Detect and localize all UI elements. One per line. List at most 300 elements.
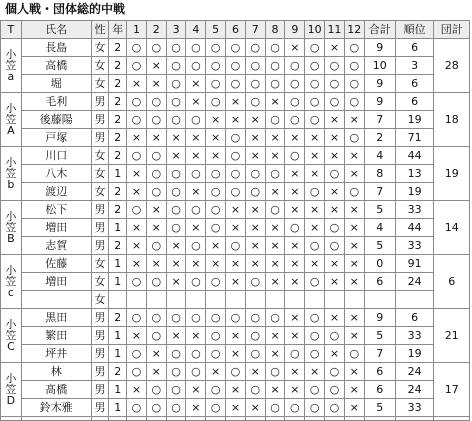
player-sex: 女 bbox=[91, 183, 109, 201]
team-label-char: 小 bbox=[5, 156, 17, 169]
round-result: ○ bbox=[166, 363, 186, 381]
round-result: × bbox=[265, 273, 285, 291]
player-sex: 女 bbox=[91, 57, 109, 75]
round-result: ○ bbox=[245, 165, 265, 183]
round-result: ○ bbox=[146, 399, 166, 417]
round-result: ○ bbox=[166, 381, 186, 399]
player-rank: 44 bbox=[395, 147, 434, 165]
empty-cell bbox=[1, 417, 22, 421]
header-rank: 順位 bbox=[395, 21, 434, 39]
header-round: 12 bbox=[344, 21, 364, 39]
round-result: ○ bbox=[305, 237, 325, 255]
round-result: × bbox=[325, 255, 345, 273]
round-result: × bbox=[206, 129, 226, 147]
round-result: ○ bbox=[226, 75, 246, 93]
round-result: ○ bbox=[186, 237, 206, 255]
round-result: ○ bbox=[186, 309, 206, 327]
player-rank: 24 bbox=[395, 363, 434, 381]
player-grade bbox=[109, 291, 127, 309]
round-result: × bbox=[265, 255, 285, 273]
round-result: ○ bbox=[166, 183, 186, 201]
player-rank: 71 bbox=[395, 129, 434, 147]
player-sex: 男 bbox=[91, 93, 109, 111]
team-label-char: A bbox=[7, 124, 15, 137]
player-grade: 2 bbox=[109, 129, 127, 147]
round-result: ○ bbox=[186, 363, 206, 381]
table-row bbox=[1, 237, 470, 255]
round-result: ○ bbox=[226, 363, 246, 381]
player-total: 2 bbox=[364, 129, 395, 147]
round-result: × bbox=[325, 309, 345, 327]
player-sex: 女 bbox=[91, 39, 109, 57]
table-row bbox=[1, 399, 470, 417]
round-result bbox=[245, 291, 265, 309]
round-result: × bbox=[285, 39, 305, 57]
round-result: ○ bbox=[285, 75, 305, 93]
player-sex: 男 bbox=[91, 327, 109, 345]
empty-cell bbox=[344, 417, 364, 421]
round-result: ○ bbox=[226, 165, 246, 183]
team-label-char: b bbox=[7, 178, 15, 191]
header-total: 合計 bbox=[364, 21, 395, 39]
round-result: ○ bbox=[226, 183, 246, 201]
round-result: ○ bbox=[245, 273, 265, 291]
round-result: × bbox=[127, 327, 147, 345]
round-result: ○ bbox=[344, 93, 364, 111]
team-label bbox=[1, 309, 22, 363]
player-grade: 2 bbox=[109, 237, 127, 255]
round-result: × bbox=[265, 219, 285, 237]
player-grade: 1 bbox=[109, 327, 127, 345]
round-result: × bbox=[344, 309, 364, 327]
table-row bbox=[1, 219, 470, 237]
round-result: × bbox=[265, 345, 285, 363]
round-result: ○ bbox=[245, 381, 265, 399]
round-result: × bbox=[166, 327, 186, 345]
round-result: × bbox=[186, 219, 206, 237]
round-result bbox=[186, 291, 206, 309]
empty-cell bbox=[186, 417, 206, 421]
header-round: 11 bbox=[325, 21, 345, 39]
team-label-char: 笠 bbox=[5, 275, 17, 288]
table-row bbox=[1, 93, 470, 111]
player-name bbox=[21, 291, 91, 309]
empty-cell bbox=[206, 417, 226, 421]
round-result: ○ bbox=[146, 183, 166, 201]
round-result: ○ bbox=[166, 39, 186, 57]
round-result: × bbox=[265, 93, 285, 111]
round-result: × bbox=[226, 201, 246, 219]
round-result: ○ bbox=[127, 111, 147, 129]
round-result bbox=[127, 291, 147, 309]
round-result: ○ bbox=[305, 327, 325, 345]
round-result: × bbox=[265, 129, 285, 147]
round-result: × bbox=[285, 183, 305, 201]
round-result: ○ bbox=[146, 381, 166, 399]
round-result: × bbox=[285, 273, 305, 291]
round-result bbox=[325, 291, 345, 309]
round-result: ○ bbox=[146, 147, 166, 165]
round-result: × bbox=[226, 399, 246, 417]
round-result: ○ bbox=[285, 399, 305, 417]
round-result: ○ bbox=[166, 309, 186, 327]
round-result: × bbox=[344, 111, 364, 129]
player-name: 八木 bbox=[21, 165, 91, 183]
round-result: × bbox=[265, 327, 285, 345]
header-round: 8 bbox=[265, 21, 285, 39]
player-name: 髙橋 bbox=[21, 381, 91, 399]
round-result: × bbox=[344, 255, 364, 273]
round-result: ○ bbox=[265, 111, 285, 129]
round-result: ○ bbox=[127, 201, 147, 219]
header-round: 2 bbox=[146, 21, 166, 39]
round-result: ○ bbox=[186, 201, 206, 219]
round-result: ○ bbox=[206, 165, 226, 183]
round-result: × bbox=[226, 273, 246, 291]
round-result: × bbox=[245, 129, 265, 147]
table-row bbox=[1, 345, 470, 363]
round-result: × bbox=[245, 255, 265, 273]
player-total: 5 bbox=[364, 399, 395, 417]
round-result: ○ bbox=[305, 57, 325, 75]
player-rank: 91 bbox=[395, 255, 434, 273]
round-result: × bbox=[146, 75, 166, 93]
team-label-char: 笠 bbox=[5, 329, 17, 342]
player-sex: 男 bbox=[91, 309, 109, 327]
team-label-char: D bbox=[6, 394, 16, 407]
round-result: × bbox=[285, 363, 305, 381]
round-result: × bbox=[305, 129, 325, 147]
player-total: 6 bbox=[364, 273, 395, 291]
round-result: ○ bbox=[206, 309, 226, 327]
round-result: × bbox=[146, 129, 166, 147]
round-result: ○ bbox=[186, 111, 206, 129]
round-result: ○ bbox=[166, 345, 186, 363]
header-round: 4 bbox=[186, 21, 206, 39]
team-label-char: a bbox=[7, 70, 15, 83]
round-result: ○ bbox=[344, 39, 364, 57]
round-result: × bbox=[226, 327, 246, 345]
round-result: × bbox=[186, 399, 206, 417]
player-sex: 女 bbox=[91, 147, 109, 165]
round-result: ○ bbox=[305, 93, 325, 111]
player-grade: 1 bbox=[109, 273, 127, 291]
round-result: ○ bbox=[305, 273, 325, 291]
empty-cell bbox=[434, 417, 470, 421]
round-result: ○ bbox=[186, 39, 206, 57]
player-total: 0 bbox=[364, 255, 395, 273]
round-result: × bbox=[226, 219, 246, 237]
empty-cell bbox=[265, 417, 285, 421]
table-row bbox=[1, 273, 470, 291]
empty-cell bbox=[166, 417, 186, 421]
round-result: ○ bbox=[127, 273, 147, 291]
round-result: ○ bbox=[146, 273, 166, 291]
player-total: 5 bbox=[364, 201, 395, 219]
round-result: × bbox=[226, 111, 246, 129]
player-rank: 24 bbox=[395, 381, 434, 399]
round-result: × bbox=[127, 237, 147, 255]
team-label bbox=[1, 201, 22, 255]
player-rank: 19 bbox=[395, 111, 434, 129]
table-row bbox=[1, 255, 470, 273]
round-result: ○ bbox=[206, 345, 226, 363]
header-team-total: 団計 bbox=[434, 21, 470, 39]
round-result: ○ bbox=[226, 147, 246, 165]
player-rank: 33 bbox=[395, 237, 434, 255]
round-result: × bbox=[127, 183, 147, 201]
header-round: 5 bbox=[206, 21, 226, 39]
player-sex: 女 bbox=[91, 255, 109, 273]
player-grade: 2 bbox=[109, 57, 127, 75]
round-result: × bbox=[166, 129, 186, 147]
round-result: × bbox=[146, 363, 166, 381]
round-result: × bbox=[344, 381, 364, 399]
team-label-char: 小 bbox=[5, 48, 17, 61]
table-row bbox=[1, 39, 470, 57]
player-grade: 2 bbox=[109, 111, 127, 129]
empty-cell bbox=[109, 417, 127, 421]
team-label-char: 小 bbox=[5, 102, 17, 115]
round-result: ○ bbox=[245, 93, 265, 111]
team-label-char: 小 bbox=[5, 318, 17, 331]
round-result: ○ bbox=[146, 237, 166, 255]
round-result: ○ bbox=[325, 363, 345, 381]
round-result: ○ bbox=[127, 93, 147, 111]
round-result: × bbox=[305, 219, 325, 237]
round-result: × bbox=[206, 363, 226, 381]
round-result: ○ bbox=[127, 57, 147, 75]
player-name: 高橋 bbox=[21, 57, 91, 75]
round-result: × bbox=[186, 93, 206, 111]
round-result: ○ bbox=[146, 165, 166, 183]
round-result: ○ bbox=[325, 75, 345, 93]
round-result: × bbox=[325, 201, 345, 219]
round-result: ○ bbox=[325, 237, 345, 255]
round-result: × bbox=[226, 93, 246, 111]
team-label bbox=[1, 255, 22, 309]
round-result: × bbox=[285, 129, 305, 147]
round-result: ○ bbox=[226, 39, 246, 57]
team-label-char: c bbox=[7, 286, 14, 299]
round-result: × bbox=[285, 327, 305, 345]
round-result: × bbox=[325, 183, 345, 201]
round-result: ○ bbox=[265, 309, 285, 327]
round-result: × bbox=[206, 111, 226, 129]
round-result: × bbox=[325, 273, 345, 291]
player-sex: 男 bbox=[91, 201, 109, 219]
round-result: × bbox=[344, 147, 364, 165]
round-result: × bbox=[344, 327, 364, 345]
round-result: ○ bbox=[285, 57, 305, 75]
round-result: ○ bbox=[325, 219, 345, 237]
player-grade: 2 bbox=[109, 147, 127, 165]
empty-cell bbox=[325, 417, 345, 421]
empty-cell bbox=[91, 417, 109, 421]
round-result: × bbox=[245, 237, 265, 255]
round-result: ○ bbox=[325, 57, 345, 75]
round-result: × bbox=[146, 219, 166, 237]
player-rank: 19 bbox=[395, 345, 434, 363]
player-grade: 1 bbox=[109, 399, 127, 417]
player-name: 黒田 bbox=[21, 309, 91, 327]
player-name: 渡辺 bbox=[21, 183, 91, 201]
round-result: ○ bbox=[127, 363, 147, 381]
team-total: 19 bbox=[434, 147, 470, 201]
round-result: ○ bbox=[344, 57, 364, 75]
player-name: 毛利 bbox=[21, 93, 91, 111]
round-result bbox=[146, 291, 166, 309]
team-label-char: 小 bbox=[5, 210, 17, 223]
round-result: × bbox=[226, 255, 246, 273]
player-rank: 33 bbox=[395, 399, 434, 417]
player-sex: 女 bbox=[91, 75, 109, 93]
round-result: × bbox=[186, 381, 206, 399]
player-sex: 男 bbox=[91, 381, 109, 399]
round-result bbox=[206, 291, 226, 309]
round-result: × bbox=[206, 237, 226, 255]
player-rank: 44 bbox=[395, 219, 434, 237]
team-label-char: 笠 bbox=[5, 167, 17, 180]
round-result: × bbox=[344, 237, 364, 255]
player-grade: 2 bbox=[109, 75, 127, 93]
team-label-char: B bbox=[7, 232, 15, 245]
header-round: 10 bbox=[305, 21, 325, 39]
round-result: ○ bbox=[245, 345, 265, 363]
round-result: ○ bbox=[166, 111, 186, 129]
player-name: 佐藤 bbox=[21, 255, 91, 273]
table-row bbox=[1, 381, 470, 399]
round-result: ○ bbox=[206, 219, 226, 237]
player-sex: 男 bbox=[91, 129, 109, 147]
round-result bbox=[305, 291, 325, 309]
table-row bbox=[1, 291, 470, 309]
team-total: 28 bbox=[434, 39, 470, 93]
round-result: × bbox=[305, 165, 325, 183]
round-result: × bbox=[186, 255, 206, 273]
page-title: 個人戦・団体総的中戦 bbox=[5, 2, 126, 16]
player-grade: 1 bbox=[109, 345, 127, 363]
header-row bbox=[1, 21, 470, 39]
round-result: × bbox=[344, 399, 364, 417]
team-label-char: 笠 bbox=[5, 383, 17, 396]
team-total: 21 bbox=[434, 309, 470, 363]
player-grade: 2 bbox=[109, 39, 127, 57]
player-grade: 2 bbox=[109, 363, 127, 381]
round-result: ○ bbox=[226, 129, 246, 147]
round-result: ○ bbox=[206, 93, 226, 111]
table-row bbox=[1, 57, 470, 75]
player-sex: 女 bbox=[91, 165, 109, 183]
player-name: 川口 bbox=[21, 147, 91, 165]
header-round: 6 bbox=[226, 21, 246, 39]
round-result: ○ bbox=[305, 309, 325, 327]
header-sex: 性 bbox=[91, 21, 109, 39]
round-result: × bbox=[186, 75, 206, 93]
player-name: 戸塚 bbox=[21, 129, 91, 147]
player-sex: 男 bbox=[91, 363, 109, 381]
team-total: 18 bbox=[434, 93, 470, 147]
player-grade: 1 bbox=[109, 165, 127, 183]
round-result: × bbox=[146, 255, 166, 273]
player-grade: 2 bbox=[109, 183, 127, 201]
round-result: × bbox=[127, 381, 147, 399]
round-result: × bbox=[344, 201, 364, 219]
round-result bbox=[344, 291, 364, 309]
player-name: 長島 bbox=[21, 39, 91, 57]
round-result: ○ bbox=[325, 165, 345, 183]
player-grade: 2 bbox=[109, 201, 127, 219]
round-result: ○ bbox=[245, 75, 265, 93]
round-result: ○ bbox=[127, 345, 147, 363]
round-result: ○ bbox=[146, 111, 166, 129]
team-label-char: 笠 bbox=[5, 221, 17, 234]
header-round: 1 bbox=[127, 21, 147, 39]
table-row bbox=[1, 147, 470, 165]
player-total: 9 bbox=[364, 75, 395, 93]
player-name: 志賀 bbox=[21, 237, 91, 255]
header-team: T bbox=[1, 21, 22, 39]
round-result: ○ bbox=[325, 327, 345, 345]
round-result: ○ bbox=[285, 147, 305, 165]
player-grade: 2 bbox=[109, 309, 127, 327]
round-result: ○ bbox=[127, 309, 147, 327]
round-result: ○ bbox=[265, 57, 285, 75]
round-result: ○ bbox=[245, 57, 265, 75]
round-result bbox=[166, 291, 186, 309]
round-result: × bbox=[305, 201, 325, 219]
round-result: × bbox=[206, 147, 226, 165]
player-name: 鈴木雅 bbox=[21, 399, 91, 417]
round-result: × bbox=[285, 201, 305, 219]
round-result: × bbox=[127, 129, 147, 147]
round-result: ○ bbox=[325, 93, 345, 111]
round-result: ○ bbox=[245, 39, 265, 57]
round-result: × bbox=[344, 363, 364, 381]
round-result: × bbox=[305, 147, 325, 165]
player-total: 10 bbox=[364, 57, 395, 75]
round-result: × bbox=[226, 345, 246, 363]
player-rank: 3 bbox=[395, 57, 434, 75]
team-label-char: 小 bbox=[5, 372, 17, 385]
round-result: ○ bbox=[226, 57, 246, 75]
player-rank: 33 bbox=[395, 201, 434, 219]
round-result: ○ bbox=[146, 309, 166, 327]
round-result: ○ bbox=[265, 399, 285, 417]
round-result: × bbox=[127, 255, 147, 273]
round-result: ○ bbox=[305, 381, 325, 399]
table-row-continuation bbox=[1, 417, 470, 421]
round-result: ○ bbox=[305, 345, 325, 363]
round-result: × bbox=[265, 237, 285, 255]
round-result: ○ bbox=[206, 327, 226, 345]
round-result: ○ bbox=[206, 75, 226, 93]
team-label bbox=[1, 363, 22, 417]
player-grade: 1 bbox=[109, 255, 127, 273]
player-sex: 男 bbox=[91, 399, 109, 417]
round-result: ○ bbox=[305, 75, 325, 93]
player-rank: 6 bbox=[395, 309, 434, 327]
player-total: 7 bbox=[364, 345, 395, 363]
round-result: ○ bbox=[265, 363, 285, 381]
round-result: ○ bbox=[206, 273, 226, 291]
round-result: × bbox=[285, 309, 305, 327]
header-round: 3 bbox=[166, 21, 186, 39]
round-result: ○ bbox=[245, 309, 265, 327]
round-result: × bbox=[344, 273, 364, 291]
player-grade: 1 bbox=[109, 219, 127, 237]
round-result: ○ bbox=[186, 57, 206, 75]
